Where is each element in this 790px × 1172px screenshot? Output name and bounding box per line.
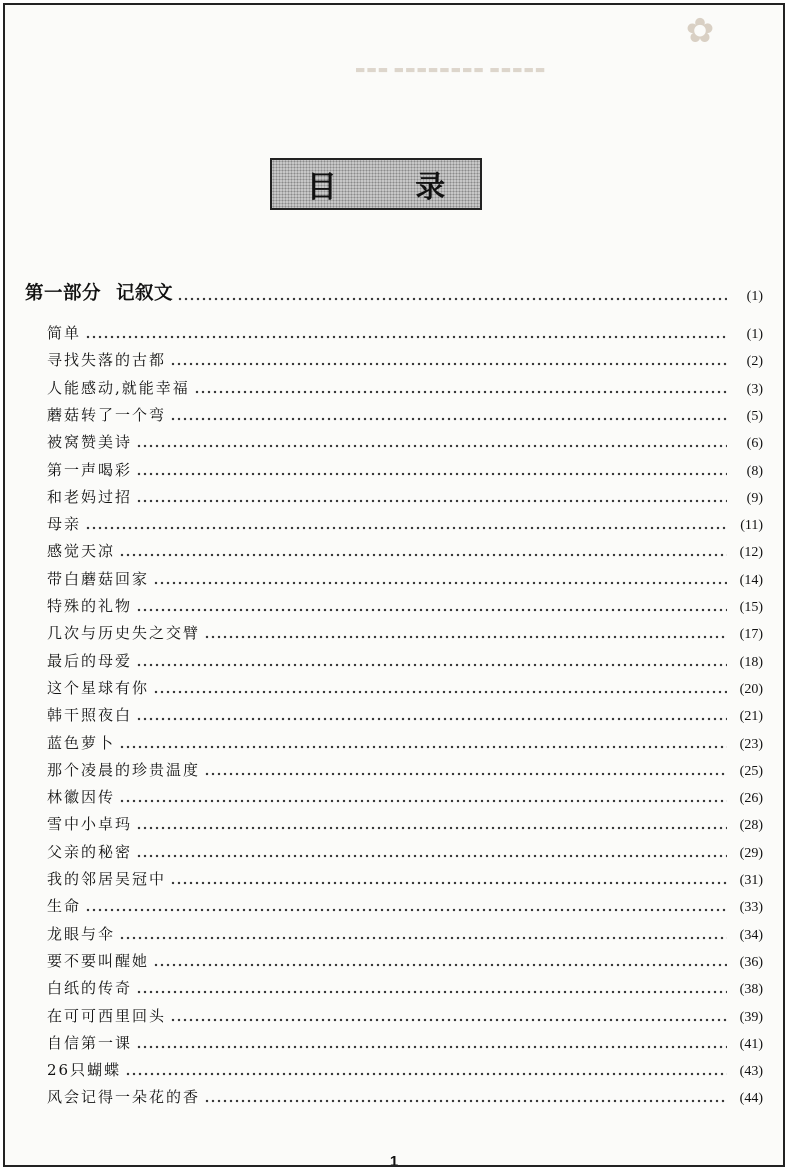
toc-entry-row[interactable] xyxy=(47,456,763,480)
entry-title: 蘑菇转了一个弯 xyxy=(47,406,167,424)
dot-leader xyxy=(119,927,727,941)
section-title: 第一部分 记叙文 xyxy=(25,283,173,304)
entry-title: 龙眼与伞 xyxy=(47,925,116,943)
toc-entry-row[interactable] xyxy=(47,510,763,534)
dot-leader xyxy=(136,599,727,613)
dot-leader xyxy=(136,1036,727,1050)
entry-page-number: (31) xyxy=(739,873,763,888)
toc-entry-row[interactable] xyxy=(47,838,763,862)
toc-entry-row[interactable] xyxy=(47,374,763,398)
entry-page-number: (23) xyxy=(739,737,763,752)
toc-entry-row[interactable] xyxy=(47,483,763,507)
entry-title: 要不要叫醒她 xyxy=(47,952,150,970)
dot-leader xyxy=(136,981,727,995)
entry-page-number: (39) xyxy=(739,1010,763,1025)
entry-title: 最后的母爱 xyxy=(47,652,133,670)
faded-running-header: ▬▬▬ ▬▬▬▬▬▬▬▬ ▬▬▬▬▬ xyxy=(355,63,547,76)
toc-entry-row[interactable] xyxy=(47,428,763,452)
entry-page-number: (6) xyxy=(746,436,763,451)
toc-heading: 目 录 xyxy=(306,170,480,205)
dot-leader xyxy=(204,626,727,640)
entry-page-number: (25) xyxy=(739,764,763,779)
toc-entry-row[interactable] xyxy=(47,1002,763,1026)
entry-title: 几次与历史失之交臂 xyxy=(47,624,201,642)
toc-entry-row[interactable] xyxy=(47,865,763,889)
toc-entry-row[interactable] xyxy=(47,947,763,971)
entry-title: 人能感动,就能幸福 xyxy=(47,379,190,397)
entry-title: 特殊的礼物 xyxy=(47,597,133,615)
entry-page-number: (17) xyxy=(739,627,763,642)
document-page xyxy=(3,3,785,1167)
dot-leader xyxy=(153,681,727,695)
dot-leader xyxy=(125,1063,727,1077)
toc-entry-row[interactable] xyxy=(47,647,763,671)
entry-page-number: (26) xyxy=(739,791,763,806)
entry-page-number: (14) xyxy=(739,573,763,588)
toc-section-row[interactable] xyxy=(25,277,763,305)
dot-leader xyxy=(85,326,727,340)
dot-leader xyxy=(153,572,727,586)
entry-title: 蓝色萝卜 xyxy=(47,734,116,752)
entry-page-number: (2) xyxy=(746,354,763,369)
entry-page-number: (38) xyxy=(739,982,763,997)
dot-leader xyxy=(136,817,727,831)
entry-title: 林徽因传 xyxy=(47,788,116,806)
toc-entry-row[interactable] xyxy=(47,701,763,725)
entry-title: 我的邻居吴冠中 xyxy=(47,870,167,888)
dot-leader xyxy=(136,490,727,504)
entry-title: 雪中小卓玛 xyxy=(47,815,133,833)
toc-entry-row[interactable] xyxy=(47,974,763,998)
entry-page-number: (18) xyxy=(739,655,763,670)
entry-title: 那个凌晨的珍贵温度 xyxy=(47,761,201,779)
entry-page-number: (11) xyxy=(740,518,763,533)
toc-entry-row[interactable] xyxy=(47,537,763,561)
entry-title: 生命 xyxy=(47,897,82,915)
dot-leader xyxy=(136,708,727,722)
dot-leader xyxy=(194,381,727,395)
dot-leader xyxy=(119,790,727,804)
dot-leader xyxy=(204,763,727,777)
entry-page-number: (34) xyxy=(739,928,763,943)
dot-leader xyxy=(170,1009,727,1023)
entry-title: 白纸的传奇 xyxy=(47,979,133,997)
entry-page-number: (9) xyxy=(746,491,763,506)
flower-ornament-icon: ✿ xyxy=(685,11,715,51)
entry-title: 26只蝴蝶 xyxy=(47,1061,122,1079)
dot-leader xyxy=(204,1090,727,1104)
entry-page-number: (20) xyxy=(739,682,763,697)
entry-title: 感觉天凉 xyxy=(47,542,116,560)
dot-leader xyxy=(153,954,727,968)
toc-entry-row[interactable] xyxy=(47,892,763,916)
entry-page-number: (12) xyxy=(739,545,763,560)
entry-title: 简单 xyxy=(47,324,82,342)
entry-title: 风会记得一朵花的香 xyxy=(47,1088,201,1106)
dot-leader xyxy=(85,517,727,531)
entry-title: 和老妈过招 xyxy=(47,488,133,506)
toc-entry-row[interactable] xyxy=(47,674,763,698)
entry-page-number: (33) xyxy=(739,900,763,915)
dot-leader xyxy=(119,736,727,750)
section-page-number: (1) xyxy=(746,289,763,304)
entry-title: 自信第一课 xyxy=(47,1034,133,1052)
entry-page-number: (21) xyxy=(739,709,763,724)
entry-title: 在可可西里回头 xyxy=(47,1007,167,1025)
dot-leader xyxy=(85,899,727,913)
entry-page-number: (36) xyxy=(739,955,763,970)
toc-entry-row[interactable] xyxy=(47,346,763,370)
toc-entry-row[interactable] xyxy=(47,729,763,753)
entry-page-number: (5) xyxy=(746,409,763,424)
dot-leader xyxy=(170,408,727,422)
toc-entry-row[interactable] xyxy=(47,319,763,343)
entry-page-number: (28) xyxy=(739,818,763,833)
entry-page-number: (29) xyxy=(739,846,763,861)
dot-leader xyxy=(136,435,727,449)
toc-entry-row[interactable] xyxy=(47,783,763,807)
toc-entry-row[interactable] xyxy=(47,1029,763,1053)
entry-page-number: (44) xyxy=(739,1091,763,1106)
dot-leader xyxy=(170,353,727,367)
dot-leader xyxy=(136,845,727,859)
toc-entry-row[interactable] xyxy=(47,810,763,834)
toc-entry-row[interactable] xyxy=(47,1083,763,1107)
entry-title: 第一声喝彩 xyxy=(47,461,133,479)
entry-title: 带白蘑菇回家 xyxy=(47,570,150,588)
entry-page-number: (3) xyxy=(746,382,763,397)
entry-title: 这个星球有你 xyxy=(47,679,150,697)
entry-page-number: (43) xyxy=(739,1064,763,1079)
entry-page-number: (15) xyxy=(739,600,763,615)
dot-leader xyxy=(136,463,727,477)
entry-page-number: (41) xyxy=(739,1037,763,1052)
entry-title: 被窝赞美诗 xyxy=(47,433,133,451)
toc-entry-row[interactable] xyxy=(47,592,763,616)
entry-title: 韩干照夜白 xyxy=(47,706,133,724)
entry-title: 寻找失落的古都 xyxy=(47,351,167,369)
toc-entry-row[interactable] xyxy=(47,401,763,425)
toc-entry-row[interactable] xyxy=(47,920,763,944)
entry-title: 母亲 xyxy=(47,515,82,533)
dot-leader xyxy=(177,288,727,302)
toc-entry-row[interactable] xyxy=(47,756,763,780)
entry-page-number: (8) xyxy=(746,464,763,479)
entry-title: 父亲的秘密 xyxy=(47,843,133,861)
toc-entry-row[interactable] xyxy=(47,1056,763,1080)
toc-heading-box xyxy=(270,158,482,210)
dot-leader xyxy=(170,872,727,886)
entry-page-number: (1) xyxy=(746,327,763,342)
dot-leader xyxy=(119,544,727,558)
toc-entry-row[interactable] xyxy=(47,619,763,643)
toc-entry-row[interactable] xyxy=(47,565,763,589)
dot-leader xyxy=(136,654,727,668)
page-number: 1 xyxy=(389,1153,399,1167)
